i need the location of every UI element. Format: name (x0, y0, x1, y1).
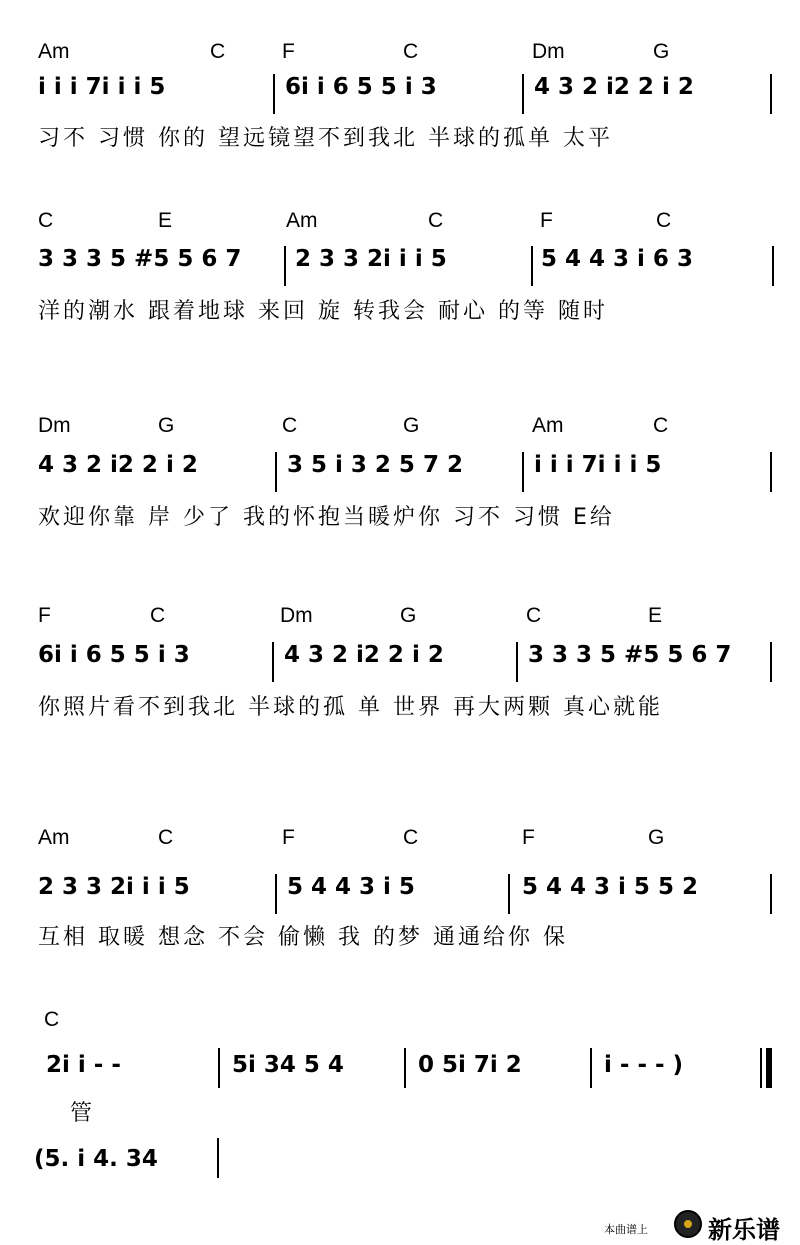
barline (273, 74, 275, 114)
chord: C (403, 826, 419, 849)
lyric-line: 你照片看不到我北 半球的孤 单 世界 再大两颗 真心就能 (38, 695, 663, 720)
chord: C (403, 40, 419, 63)
measure: 2 3 3 2i i i 5 (38, 874, 190, 900)
measure: 4 3 2 i2 2 i 2 (534, 74, 694, 100)
measure: 2 3 3 2i i i 5 (295, 246, 447, 272)
barline (217, 1138, 219, 1178)
barline (516, 642, 518, 682)
measure: 0 5i 7i 2 (418, 1052, 522, 1078)
barline (531, 246, 533, 286)
barline (508, 874, 510, 914)
measure: 6i i 6 5 5 i 3 (285, 74, 437, 100)
barline (272, 642, 274, 682)
coda-line: (5. i 4. 34 (34, 1146, 158, 1172)
chord: G (403, 414, 420, 437)
record-disc-icon (674, 1210, 702, 1238)
chord: G (648, 826, 665, 849)
chord: C (428, 209, 444, 232)
barline (284, 246, 286, 286)
footer-note: 本曲谱上 (604, 1223, 648, 1236)
measure: 5i 34 5 4 (232, 1052, 344, 1078)
chord: Dm (280, 604, 313, 627)
chord: C (282, 414, 298, 437)
chord: F (38, 604, 51, 627)
site-logo: 新乐谱 (708, 1216, 780, 1244)
measure: 2i i - - (46, 1052, 121, 1078)
measure: 6i i 6 5 5 i 3 (38, 642, 190, 668)
barline (275, 874, 277, 914)
chord: F (522, 826, 535, 849)
barline (772, 246, 774, 286)
measure: i - - - ) (604, 1052, 684, 1078)
measure: 3 3 3 5 #5 5 6 7 (528, 642, 732, 668)
lyric-line: 互相 取暖 想念 不会 偷懒 我 的梦 通通给你 保 (38, 925, 568, 950)
measure: 4 3 2 i2 2 i 2 (284, 642, 444, 668)
chord: Am (38, 40, 70, 63)
barline (404, 1048, 406, 1088)
barline (770, 74, 772, 114)
barline (522, 452, 524, 492)
chord: G (158, 414, 175, 437)
chord: C (150, 604, 166, 627)
lyric-line: 欢迎你靠 岸 少了 我的怀抱当暖炉你 习不 习惯 E给 (38, 505, 615, 530)
chord: C (526, 604, 542, 627)
barline (218, 1048, 220, 1088)
chord: G (653, 40, 670, 63)
barline (770, 642, 772, 682)
chord: F (282, 826, 295, 849)
lyric-line: 洋的潮水 跟着地球 来回 旋 转我会 耐心 的等 随时 (38, 299, 608, 324)
chord: Am (38, 826, 70, 849)
measure: 5 4 4 3 i 5 (287, 874, 415, 900)
barline (590, 1048, 592, 1088)
measure: 3 3 3 5 #5 5 6 7 (38, 246, 242, 272)
chord: C (44, 1008, 60, 1031)
chord: F (540, 209, 553, 232)
final-barline (766, 1048, 772, 1088)
barline (770, 452, 772, 492)
measure: 5 4 4 3 i 5 5 2 (522, 874, 698, 900)
measure: 5 4 4 3 i 6 3 (541, 246, 693, 272)
measure: 4 3 2 i2 2 i 2 (38, 452, 198, 478)
chord: C (210, 40, 226, 63)
chord: F (282, 40, 295, 63)
measure: i i i 7i i i 5 (38, 74, 166, 100)
barline (275, 452, 277, 492)
measure: 3 5 i 3 2 5 7 2 (287, 452, 463, 478)
footer-watermark (604, 1210, 794, 1244)
chord: Am (532, 414, 564, 437)
lyric-line: 管 (70, 1101, 96, 1126)
barline (770, 874, 772, 914)
lyric-line: 习不 习惯 你的 望远镜望不到我北 半球的孤单 太平 (38, 126, 613, 151)
chord: C (656, 209, 672, 232)
chord: G (400, 604, 417, 627)
chord: C (158, 826, 174, 849)
chord: Am (286, 209, 318, 232)
barline (760, 1048, 762, 1088)
chord: Dm (38, 414, 71, 437)
chord: C (653, 414, 669, 437)
chord: E (648, 604, 663, 627)
chord: E (158, 209, 173, 232)
chord: C (38, 209, 54, 232)
barline (522, 74, 524, 114)
chord: Dm (532, 40, 565, 63)
measure: i i i 7i i i 5 (534, 452, 662, 478)
